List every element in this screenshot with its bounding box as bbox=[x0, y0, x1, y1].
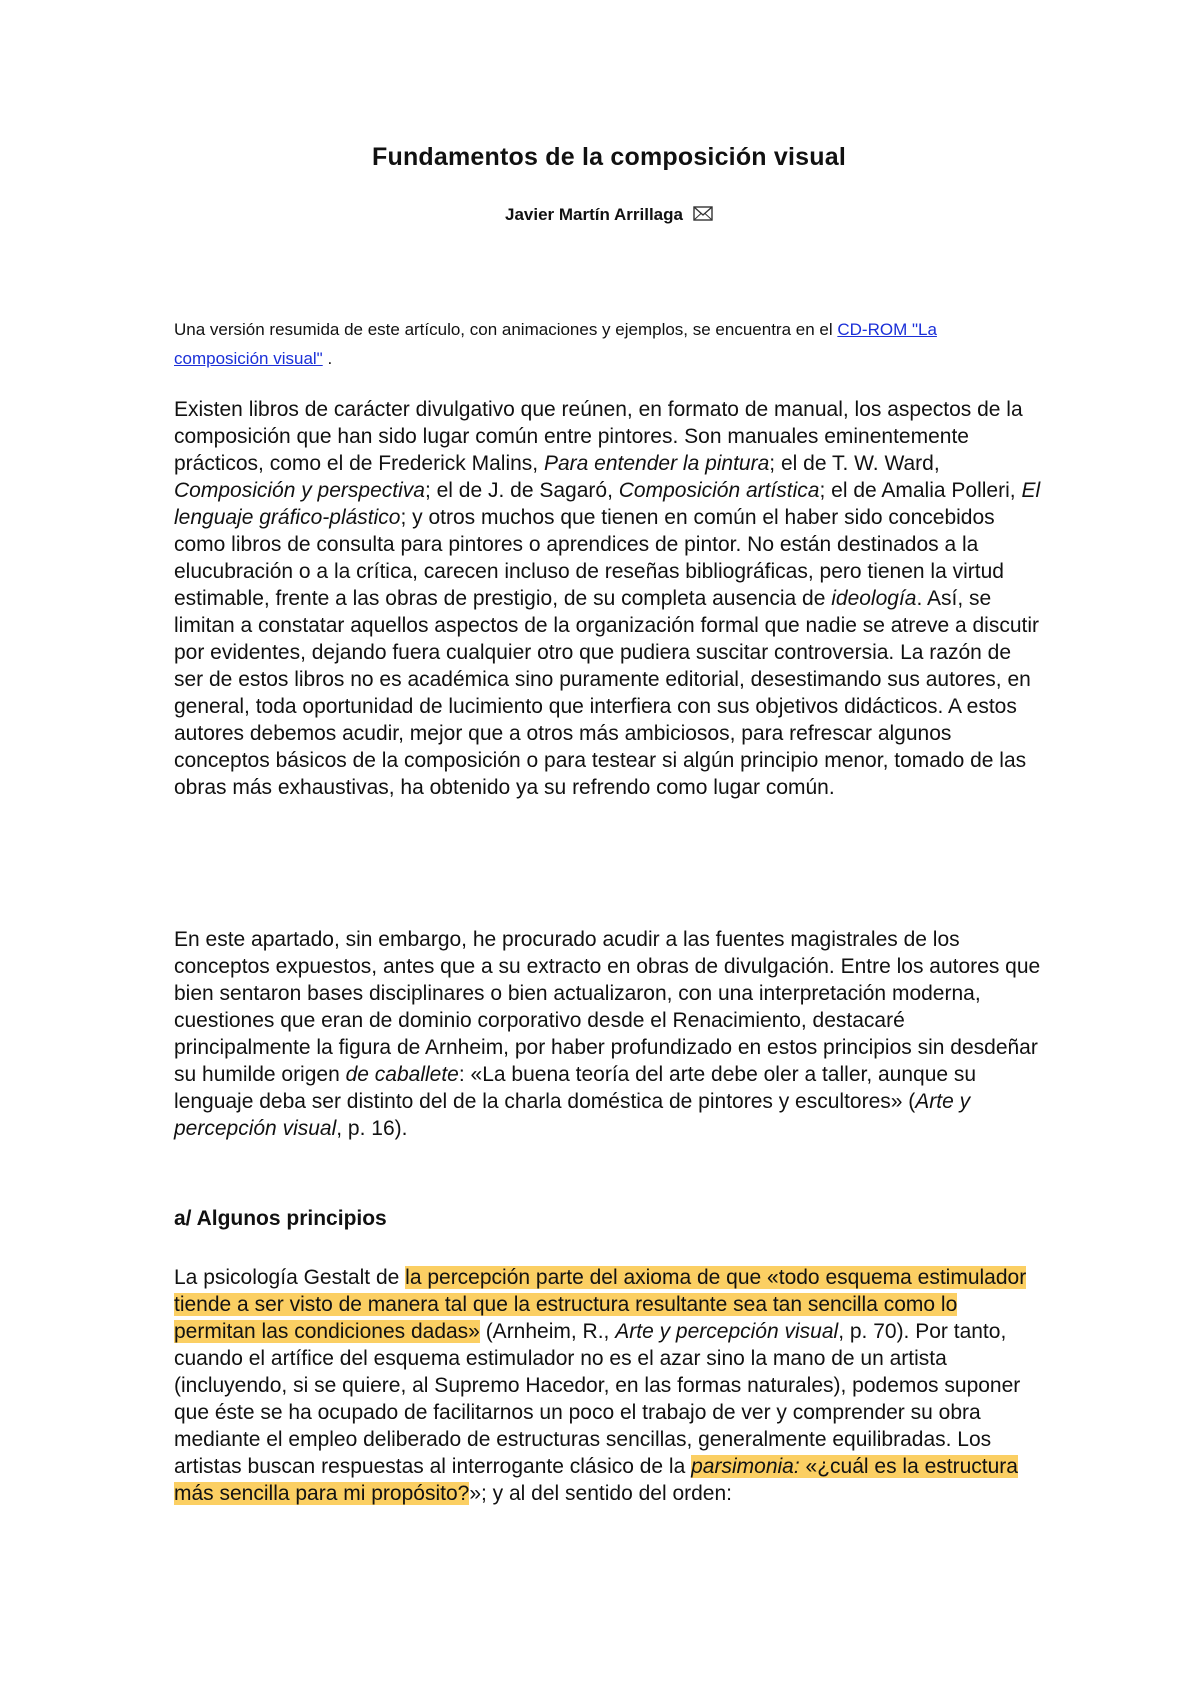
paragraph-1-text: . Así, se limitan a constatar aquellos aspectos de la organización formal que nadie se atreve a discutir por evidentes, dejando fuera cualquier otro que pudiera suscitar controversia. La razón de ser de estos libros no es académica sino puramente editorial, desestimando sus autores, en general, toda oportunidad de lucimiento que interfiera con sus objetivos didácticos. A estos autores debemos acudir, mejor que a otros más ambiciosos, para refrescar algunos conceptos básicos de la composición o para testear si algún principio menor, tomado de las obras más exhaustivas, ha obtenido ya su refrendo como lugar común. bbox=[174, 587, 1039, 799]
paragraph-2-text: , p. 16). bbox=[336, 1117, 408, 1140]
book-title-arnheim: Arte y percepción visual bbox=[174, 1090, 971, 1140]
paragraph-3 bbox=[174, 1264, 1044, 1507]
emphasis-caballete: de caballete bbox=[345, 1063, 459, 1086]
paragraph-1-text: ; el de J. de Sagaró, bbox=[424, 479, 619, 502]
paragraph-1-text: Existen libros de carácter divulgativo que reúnen, en formato de manual, los aspectos de la composición que han sido lugar común entre pintores. Son manuales eminentemente prácticos, como el de Frederick Malins, bbox=[174, 398, 1023, 475]
book-title-arnheim: Arte y percepción visual bbox=[615, 1320, 839, 1343]
intro-note bbox=[174, 315, 1014, 373]
author-line bbox=[174, 205, 1044, 225]
author-name: Javier Martín Arrillaga bbox=[505, 205, 683, 224]
mail-icon[interactable] bbox=[693, 206, 713, 221]
section-heading: a/ Algunos principios bbox=[174, 1207, 387, 1230]
paragraph-3-text: (Arnheim, R., bbox=[479, 1320, 616, 1343]
paragraph-3-text: La psicología Gestalt de bbox=[174, 1266, 406, 1289]
paragraph-1 bbox=[174, 396, 1044, 801]
paragraph-2 bbox=[174, 926, 1044, 1142]
paragraph-3-text: , p. 70). Por tanto, cuando el artífice del esquema estimulador no es el azar sino la mano de un artista (incluyendo, si se quiere, al Supremo Hacedor, en las formas naturales), podemos suponer que éste se ha ocupado de facilitarnos un poco el trabajo de ver y comprender su obra mediante el empleo deliberado de estructuras sencillas, generalmente equilibradas. Los artistas buscan respuestas al interrogante clásico de la bbox=[174, 1320, 1021, 1478]
book-title-malins: Para entender la pintura bbox=[543, 452, 770, 475]
book-title-sagaro: Composición artística bbox=[618, 479, 820, 502]
highlighted-question: «¿cuál es la estructura más sencilla para mi propósito? bbox=[174, 1455, 1018, 1505]
highlighted-quote: la percepción parte del axioma de que «todo esquema estimulador tiende a ser visto de manera tal que la estructura resultante sea tan sencilla como lo permitan las condiciones dadas» bbox=[174, 1266, 1027, 1343]
highlighted-parsimonia: parsimonia: bbox=[691, 1455, 800, 1478]
intro-text: Una versión resumida de este artículo, con animaciones y ejemplos, se encuentra en el bbox=[174, 320, 838, 339]
paragraph-1-text: ; y otros muchos que tienen en común el haber sido concebidos como libros de consulta para pintores o aprendices de pintor. No están destinados a la elucubración o a la crítica, carecen incluso de reseñas bibliográficas, pero tienen la virtud estimable, frente a las obras de prestigio, de su completa ausencia de bbox=[174, 506, 1004, 610]
intro-end: . bbox=[322, 349, 333, 368]
paragraph-1-text: ; el de Amalia Polleri, bbox=[819, 479, 1022, 502]
document-title: Fundamentos de la composición visual bbox=[372, 143, 846, 171]
paragraph-1-text: ; el de T. W. Ward, bbox=[769, 452, 940, 475]
cdrom-link[interactable]: CD-ROM "La composición visual" bbox=[174, 320, 937, 368]
book-title-polleri: El lenguaje gráfico-plástico bbox=[174, 479, 1041, 529]
paragraph-2-text: En este apartado, sin embargo, he procurado acudir a las fuentes magistrales de los conceptos expuestos, antes que a su extracto en obras de divulgación. Entre los autores que bien sentaron bases disciplinares o bien actualizaron, con una interpretación moderna, cuestiones que eran de dominio corporativo desde el Renacimiento, destacaré principalmente la figura de Arnheim, por haber profundizado en estos principios sin desdeñar su humilde origen bbox=[174, 928, 1041, 1086]
paragraph-3-text: »; y al del sentido del orden: bbox=[469, 1482, 732, 1505]
paragraph-2-text: : «La buena teoría del arte debe oler a taller, aunque su lenguaje deba ser distinto del de la charla doméstica de pintores y escultores» ( bbox=[174, 1063, 977, 1113]
emphasis-ideologia: ideología bbox=[831, 587, 917, 610]
book-title-ward: Composición y perspectiva bbox=[174, 479, 425, 502]
